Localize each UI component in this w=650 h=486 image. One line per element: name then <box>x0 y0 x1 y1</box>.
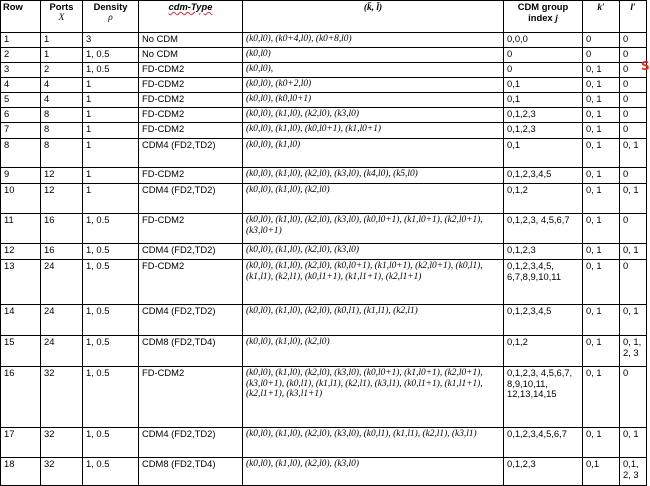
l-prime-cell: 0 <box>620 108 647 123</box>
kl-positions-cell: (k0,l0), (k1,l0), (k2,l0), (k3,l0), (k0,l0+1), (k1,l0+1), (k2,l0+1), (k3,l0+1) <box>243 214 504 244</box>
cdm-group-index-cell: 0,1,2,3 <box>504 108 583 123</box>
row-number-cell: 13 <box>1 260 41 305</box>
l-prime-cell: 0 <box>620 168 647 184</box>
cdm-group-index-cell: 0,1 <box>504 93 583 108</box>
cdm-type-cell: CDM8 (FD2,TD4) <box>139 336 243 367</box>
density-cell: 1 <box>83 139 139 168</box>
density-cell: 1, 0.5 <box>83 428 139 458</box>
cdm-type-cell: FD-CDM2 <box>139 260 243 305</box>
l-prime-cell: 0, 1 <box>620 428 647 458</box>
density-cell: 1, 0.5 <box>83 63 139 78</box>
table-row <box>1 33 647 48</box>
table-row <box>1 367 647 428</box>
row-number-cell: 6 <box>1 108 41 123</box>
cdm-type-cell: FD-CDM2 <box>139 108 243 123</box>
k-prime-cell: 0, 1 <box>583 214 620 244</box>
k-prime-cell: 0 <box>583 33 620 48</box>
kl-positions-cell: (k0,l0), (k1,l0), (k2,l0), (k3,l0) <box>243 244 504 260</box>
table-row <box>1 108 647 123</box>
cdm-group-index-cell: 0,1,2,3, 4,5,6,7, 8,9,10,11, 12,13,14,15 <box>504 367 583 428</box>
k-prime-cell: 0, 1 <box>583 184 620 214</box>
row-number-cell: 15 <box>1 336 41 367</box>
kl-positions-cell: (k0,l0), (k1,l0), (k2,l0), (k3,l0), (k4,l0), (k5,l0) <box>243 168 504 184</box>
kl-positions-cell: (k0,l0), (k1,l0), (k2,l0), (k3,l0), (k0,l0+1), (k1,l0+1), (k2,l0+1), (k3,l0+1), (k0,l1), (k1,l1), (k2,l1), (k3,l1), (k0,l1+1), (k1,l1+1), (k2,l1+1), (k3,l1+1) <box>243 367 504 428</box>
k-prime-cell: 0, 1 <box>583 63 620 78</box>
ports-cell: 2 <box>41 63 83 78</box>
table-row <box>1 184 647 214</box>
row-number-cell: 17 <box>1 428 41 458</box>
cdm-group-index-cell: 0,1,2 <box>504 336 583 367</box>
cdm-type-cell: FD-CDM2 <box>139 214 243 244</box>
density-cell: 1, 0.5 <box>83 260 139 305</box>
cdm-type-cell: CDM4 (FD2,TD2) <box>139 305 243 336</box>
l-prime-cell: 0, 1 <box>620 184 647 214</box>
cdm-group-index-cell: 0,1 <box>504 78 583 93</box>
k-prime-cell: 0, 1 <box>583 168 620 184</box>
row-number-cell: 8 <box>1 139 41 168</box>
k-prime-cell: 0, 1 <box>583 336 620 367</box>
density-cell: 1, 0.5 <box>83 305 139 336</box>
cdm-group-index-cell: 0,1,2,3 <box>504 458 583 486</box>
row-number-cell: 5 <box>1 93 41 108</box>
cdm-type-cell: FD-CDM2 <box>139 123 243 139</box>
l-prime-cell: 0 <box>620 367 647 428</box>
l-prime-cell: 0 <box>620 78 647 93</box>
l-prime-cell: 0 <box>620 214 647 244</box>
l-prime-cell: 0,1, 2, 3 <box>620 458 647 486</box>
l-prime-cell: 0 <box>620 48 647 63</box>
l-prime-cell: 0 <box>620 93 647 108</box>
cdm-group-index-cell: 0 <box>504 63 583 78</box>
cdm-type-cell: FD-CDM2 <box>139 63 243 78</box>
k-prime-cell: 0, 1 <box>583 305 620 336</box>
ports-cell: 12 <box>41 168 83 184</box>
k-prime-cell: 0, 1 <box>583 139 620 168</box>
cdm-type-cell: FD-CDM2 <box>139 168 243 184</box>
kl-positions-cell: (k0,l0), (k1,l0), (k2,l0), (k3,l0) <box>243 458 504 486</box>
cdm-type-cell: No CDM <box>139 33 243 48</box>
k-prime-cell: 0, 1 <box>583 123 620 139</box>
cdm-type-cell: FD-CDM2 <box>139 78 243 93</box>
kl-positions-cell: (k0,l0), (k1,l0) <box>243 139 504 168</box>
table-row <box>1 48 647 63</box>
table-row <box>1 93 647 108</box>
cdm-type-cell: FD-CDM2 <box>139 367 243 428</box>
row-number-cell: 4 <box>1 78 41 93</box>
cdm-type-cell: CDM4 (FD2,TD2) <box>139 139 243 168</box>
kl-positions-cell: (k0,l0), (k1,l0), (k2,l0), (k0,l1), (k1,l1), (k2,l1) <box>243 305 504 336</box>
l-prime-cell: 0, 1 <box>620 244 647 260</box>
kl-positions-cell: (k0,l0), (k0+4,l0), (k0+8,l0) <box>243 33 504 48</box>
table-row <box>1 214 647 244</box>
density-cell: 1 <box>83 78 139 93</box>
k-prime-cell: 0, 1 <box>583 428 620 458</box>
row-number-cell: 1 <box>1 33 41 48</box>
k-prime-cell: 0, 1 <box>583 93 620 108</box>
table-row <box>1 123 647 139</box>
header-k-prime: k′ <box>583 1 620 33</box>
row-number-cell: 7 <box>1 123 41 139</box>
row-number-cell: 10 <box>1 184 41 214</box>
kl-positions-cell: (k0,l0), (k0+2,l0) <box>243 78 504 93</box>
header-density: Density ρ <box>83 1 139 33</box>
kl-positions-cell: (k0,l0), (k1,l0), (k2,l0), (k0,l0+1), (k1,l0+1), (k2,l0+1), (k0,l1), (k1,l1), (k2,l1), (k0,l1+1), (k1,l1+1), (k2,l1+1) <box>243 260 504 305</box>
row-number-cell: 12 <box>1 244 41 260</box>
ports-cell: 8 <box>41 123 83 139</box>
ports-cell: 1 <box>41 33 83 48</box>
ports-cell: 8 <box>41 108 83 123</box>
table-row <box>1 305 647 336</box>
l-prime-cell: 0 <box>620 63 647 78</box>
l-prime-cell: 0, 1, 2, 3 <box>620 336 647 367</box>
density-cell: 1 <box>83 93 139 108</box>
header-cdm-type: cdm-Type <box>139 1 243 33</box>
cdm-group-index-cell: 0,1,2,3,4,5 <box>504 168 583 184</box>
l-prime-cell: 0 <box>620 260 647 305</box>
table-row <box>1 458 647 486</box>
cdm-type-cell: No CDM <box>139 48 243 63</box>
density-cell: 1, 0.5 <box>83 214 139 244</box>
ports-cell: 4 <box>41 78 83 93</box>
ports-cell: 16 <box>41 244 83 260</box>
row-number-cell: 18 <box>1 458 41 486</box>
ports-cell: 24 <box>41 336 83 367</box>
table-row <box>1 63 647 78</box>
ports-cell: 24 <box>41 305 83 336</box>
k-prime-cell: 0, 1 <box>583 108 620 123</box>
cdm-group-index-cell: 0,1,2,3,4,5 <box>504 305 583 336</box>
kl-positions-cell: (k0,l0), (k1,l0), (k2,l0), (k3,l0) <box>243 108 504 123</box>
header-cdm-group-index: CDM group index j <box>504 1 583 33</box>
kl-positions-cell: (k0,l0), (k1,l0), (k2,l0) <box>243 184 504 214</box>
kl-positions-cell: (k0,l0) <box>243 48 504 63</box>
ports-cell: 32 <box>41 367 83 428</box>
k-prime-cell: 0, 1 <box>583 367 620 428</box>
ports-cell: 8 <box>41 139 83 168</box>
row-number-cell: 3 <box>1 63 41 78</box>
row-number-cell: 14 <box>1 305 41 336</box>
density-cell: 1 <box>83 108 139 123</box>
cdm-group-index-cell: 0,1,2,3 <box>504 244 583 260</box>
cdm-type-cell: CDM4 (FD2,TD2) <box>139 244 243 260</box>
row-number-cell: 11 <box>1 214 41 244</box>
table-row <box>1 244 647 260</box>
brand-logo-icon: S <box>641 59 650 73</box>
cdm-type-cell: FD-CDM2 <box>139 93 243 108</box>
header-ports: Ports X <box>41 1 83 33</box>
cdm-group-index-cell: 0,1,2,3,4,5,6,7 <box>504 428 583 458</box>
kl-positions-cell: (k0,l0), (k1,l0), (k2,l0) <box>243 336 504 367</box>
density-cell: 1, 0.5 <box>83 458 139 486</box>
table-row <box>1 428 647 458</box>
cdm-type-cell: CDM4 (FD2,TD2) <box>139 428 243 458</box>
density-cell: 1 <box>83 168 139 184</box>
row-number-cell: 2 <box>1 48 41 63</box>
table-row <box>1 336 647 367</box>
header-kl: (k̄, l̄) <box>243 1 504 33</box>
k-prime-cell: 0 <box>583 48 620 63</box>
ports-cell: 24 <box>41 260 83 305</box>
header-row: Row <box>1 1 41 33</box>
density-cell: 3 <box>83 33 139 48</box>
density-cell: 1, 0.5 <box>83 367 139 428</box>
density-cell: 1 <box>83 184 139 214</box>
table-row <box>1 168 647 184</box>
density-cell: 1, 0.5 <box>83 244 139 260</box>
row-number-cell: 16 <box>1 367 41 428</box>
cdm-type-cell: CDM8 (FD2,TD4) <box>139 458 243 486</box>
kl-positions-cell: (k0,l0), <box>243 63 504 78</box>
density-cell: 1 <box>83 123 139 139</box>
l-prime-cell: 0 <box>620 33 647 48</box>
kl-positions-cell: (k0,l0), (k0,l0+1) <box>243 93 504 108</box>
cdm-group-index-cell: 0,1,2,3 <box>504 123 583 139</box>
ports-cell: 16 <box>41 214 83 244</box>
k-prime-cell: 0,1 <box>583 458 620 486</box>
ports-cell: 32 <box>41 428 83 458</box>
table-row <box>1 260 647 305</box>
cdm-group-index-cell: 0,1,2 <box>504 184 583 214</box>
k-prime-cell: 0, 1 <box>583 260 620 305</box>
density-cell: 1, 0.5 <box>83 336 139 367</box>
ports-cell: 32 <box>41 458 83 486</box>
cdm-group-index-cell: 0,1 <box>504 139 583 168</box>
header-l-prime: l′ <box>620 1 647 33</box>
ports-cell: 1 <box>41 48 83 63</box>
l-prime-cell: 0, 1 <box>620 305 647 336</box>
k-prime-cell: 0, 1 <box>583 244 620 260</box>
cdm-type-cell: CDM4 (FD2,TD2) <box>139 184 243 214</box>
cdm-group-index-cell: 0,1,2,3, 4,5,6,7 <box>504 214 583 244</box>
density-cell: 1, 0.5 <box>83 48 139 63</box>
l-prime-cell: 0, 1 <box>620 139 647 168</box>
ports-cell: 4 <box>41 93 83 108</box>
cdm-group-index-cell: 0 <box>504 48 583 63</box>
cdm-group-index-cell: 0,0,0 <box>504 33 583 48</box>
table-row <box>1 78 647 93</box>
kl-positions-cell: (k0,l0), (k1,l0), (k2,l0), (k3,l0), (k0,l1), (k1,l1), (k2,l1), (k3,l1) <box>243 428 504 458</box>
k-prime-cell: 0, 1 <box>583 78 620 93</box>
cdm-group-index-cell: 0,1,2,3,4,5, 6,7,8,9,10,11 <box>504 260 583 305</box>
table-row <box>1 139 647 168</box>
kl-positions-cell: (k0,l0), (k1,l0), (k0,l0+1), (k1,l0+1) <box>243 123 504 139</box>
ports-cell: 12 <box>41 184 83 214</box>
l-prime-cell: 0 <box>620 123 647 139</box>
row-number-cell: 9 <box>1 168 41 184</box>
